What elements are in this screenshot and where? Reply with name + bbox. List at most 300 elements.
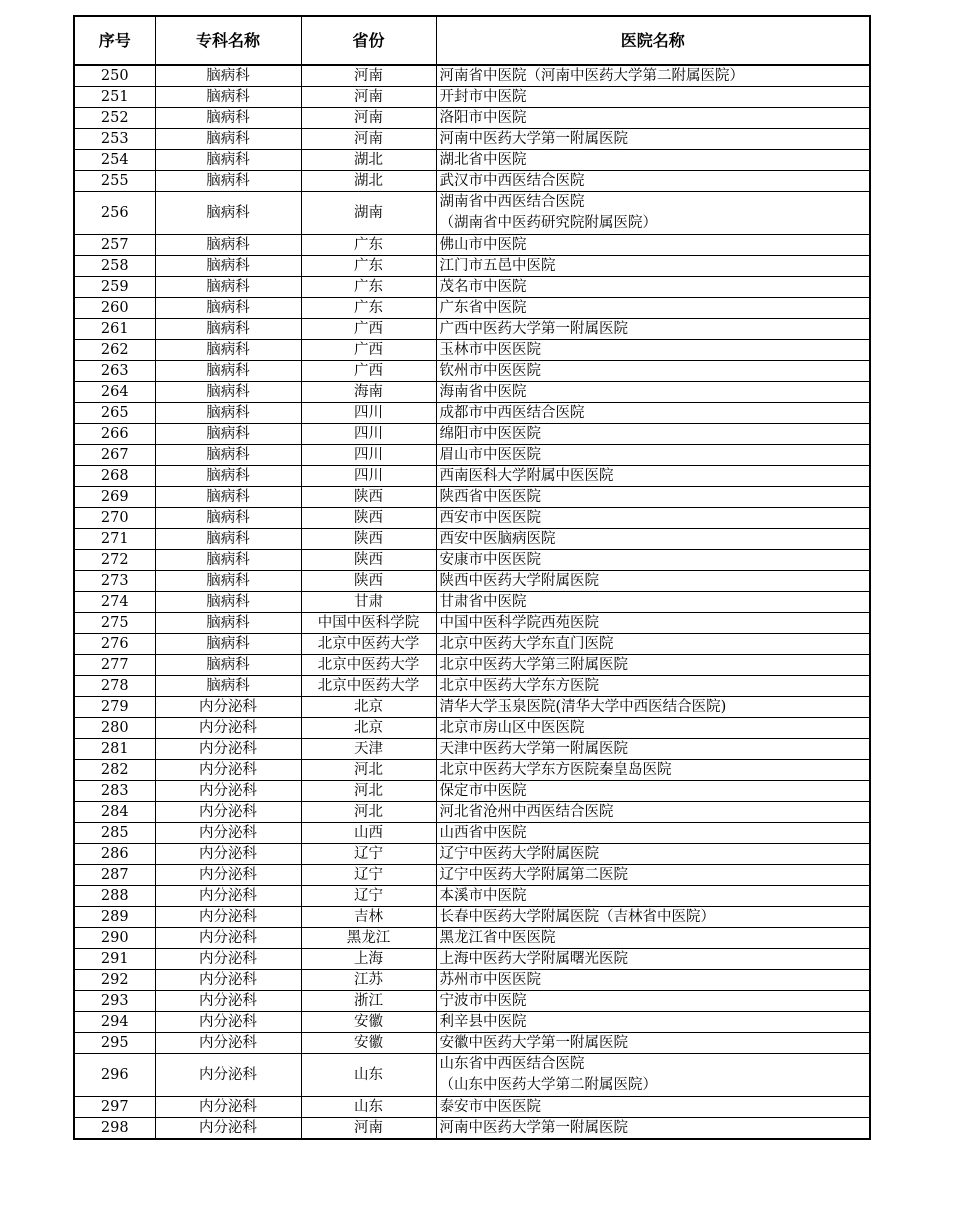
table-row <box>74 466 870 487</box>
hospital-name-line: 绵阳市中医医院 <box>439 426 541 442</box>
row-number: 255 <box>74 171 155 192</box>
row-number: 250 <box>74 65 155 87</box>
hospital-name-line: 佛山市中医院 <box>439 237 527 253</box>
table-body <box>74 65 870 1139</box>
hospital-name-line: 茂名市中医院 <box>439 279 527 295</box>
row-province: 河南 <box>301 108 436 129</box>
row-hospital <box>436 1012 870 1033</box>
hospital-name-line: （湖南省中医药研究院附属医院） <box>439 215 657 231</box>
table-row <box>74 1033 870 1054</box>
row-number: 284 <box>74 802 155 823</box>
table-row <box>74 87 870 108</box>
hospital-name-line: 西安市中医医院 <box>439 510 541 526</box>
row-hospital <box>436 277 870 298</box>
row-province: 广东 <box>301 256 436 277</box>
row-province: 湖北 <box>301 150 436 171</box>
row-specialty: 内分泌科 <box>155 823 301 844</box>
row-hospital <box>436 466 870 487</box>
row-number: 276 <box>74 634 155 655</box>
row-number: 251 <box>74 87 155 108</box>
table-row <box>74 739 870 760</box>
hospital-name-line: 河南中医药大学第一附属医院 <box>439 131 628 147</box>
hospital-name-line: （山东中医药大学第二附属医院） <box>439 1077 657 1093</box>
table-row <box>74 192 870 235</box>
hospital-name-line: 湖北省中医院 <box>439 152 527 168</box>
row-province: 山东 <box>301 1054 436 1097</box>
row-specialty: 脑病科 <box>155 445 301 466</box>
hospital-name-line: 北京中医药大学东方医院 <box>439 678 599 694</box>
row-number: 291 <box>74 949 155 970</box>
hospital-name-line: 陕西省中医医院 <box>439 489 541 505</box>
row-hospital <box>436 781 870 802</box>
row-hospital <box>436 592 870 613</box>
table-row <box>74 781 870 802</box>
row-number: 252 <box>74 108 155 129</box>
row-number: 292 <box>74 970 155 991</box>
row-hospital <box>436 382 870 403</box>
hospital-name-line: 泰安市中医医院 <box>439 1099 541 1115</box>
row-number: 259 <box>74 277 155 298</box>
row-province: 陕西 <box>301 487 436 508</box>
row-specialty: 脑病科 <box>155 424 301 445</box>
table-row <box>74 655 870 676</box>
row-hospital <box>436 802 870 823</box>
row-number: 273 <box>74 571 155 592</box>
table-row <box>74 592 870 613</box>
row-number: 258 <box>74 256 155 277</box>
row-specialty: 内分泌科 <box>155 1118 301 1140</box>
hospital-name-line: 上海中医药大学附属曙光医院 <box>439 951 628 967</box>
row-province: 广西 <box>301 340 436 361</box>
row-province: 陕西 <box>301 508 436 529</box>
row-number: 269 <box>74 487 155 508</box>
table-row <box>74 256 870 277</box>
table-row <box>74 129 870 150</box>
row-specialty: 内分泌科 <box>155 886 301 907</box>
row-specialty: 内分泌科 <box>155 991 301 1012</box>
hospital-name-line: 成都市中西医结合医院 <box>439 405 585 421</box>
row-specialty: 脑病科 <box>155 655 301 676</box>
header-row <box>74 16 870 65</box>
table-row <box>74 697 870 718</box>
row-hospital <box>436 571 870 592</box>
table-row <box>74 1097 870 1118</box>
row-province: 浙江 <box>301 991 436 1012</box>
row-province: 河南 <box>301 65 436 87</box>
row-specialty: 脑病科 <box>155 487 301 508</box>
row-province: 辽宁 <box>301 865 436 886</box>
row-specialty: 内分泌科 <box>155 697 301 718</box>
row-province: 山西 <box>301 823 436 844</box>
row-hospital <box>436 676 870 697</box>
row-number: 275 <box>74 613 155 634</box>
row-province: 湖北 <box>301 171 436 192</box>
row-hospital <box>436 928 870 949</box>
hospital-name-line: 眉山市中医医院 <box>439 447 541 463</box>
row-number: 274 <box>74 592 155 613</box>
hospital-name-line: 保定市中医院 <box>439 783 527 799</box>
row-hospital <box>436 108 870 129</box>
row-province: 广西 <box>301 361 436 382</box>
row-specialty: 内分泌科 <box>155 781 301 802</box>
row-province: 安徽 <box>301 1033 436 1054</box>
row-province: 广东 <box>301 235 436 256</box>
row-hospital <box>436 129 870 150</box>
row-number: 279 <box>74 697 155 718</box>
row-specialty: 内分泌科 <box>155 1054 301 1097</box>
row-province: 四川 <box>301 466 436 487</box>
table-row <box>74 718 870 739</box>
hospital-name-line: 中国中医科学院西苑医院 <box>439 615 599 631</box>
row-province: 北京 <box>301 718 436 739</box>
row-hospital <box>436 1118 870 1140</box>
row-hospital <box>436 823 870 844</box>
row-hospital <box>436 256 870 277</box>
hospital-name-line: 开封市中医院 <box>439 89 527 105</box>
row-province: 广西 <box>301 319 436 340</box>
row-specialty: 脑病科 <box>155 108 301 129</box>
header-province: 省份 <box>301 16 436 65</box>
row-province: 辽宁 <box>301 886 436 907</box>
row-province: 安徽 <box>301 1012 436 1033</box>
table-row <box>74 65 870 87</box>
row-province: 广东 <box>301 298 436 319</box>
row-hospital <box>436 361 870 382</box>
row-specialty: 脑病科 <box>155 171 301 192</box>
row-number: 281 <box>74 739 155 760</box>
row-specialty: 内分泌科 <box>155 970 301 991</box>
row-specialty: 内分泌科 <box>155 802 301 823</box>
row-number: 286 <box>74 844 155 865</box>
table-row <box>74 361 870 382</box>
row-hospital <box>436 865 870 886</box>
row-number: 297 <box>74 1097 155 1118</box>
table-row <box>74 171 870 192</box>
row-number: 290 <box>74 928 155 949</box>
row-specialty: 内分泌科 <box>155 949 301 970</box>
row-hospital <box>436 1033 870 1054</box>
row-hospital <box>436 844 870 865</box>
row-specialty: 内分泌科 <box>155 1012 301 1033</box>
hospital-name-line: 广西中医药大学第一附属医院 <box>439 321 628 337</box>
row-number: 254 <box>74 150 155 171</box>
table-row <box>74 277 870 298</box>
row-hospital <box>436 655 870 676</box>
row-hospital <box>436 760 870 781</box>
row-province: 河北 <box>301 781 436 802</box>
row-hospital <box>436 235 870 256</box>
row-hospital <box>436 508 870 529</box>
row-province: 天津 <box>301 739 436 760</box>
row-number: 280 <box>74 718 155 739</box>
row-province: 北京中医药大学 <box>301 655 436 676</box>
row-number: 266 <box>74 424 155 445</box>
row-specialty: 脑病科 <box>155 529 301 550</box>
row-hospital <box>436 529 870 550</box>
hospital-name-line: 宁波市中医院 <box>439 993 527 1009</box>
row-number: 295 <box>74 1033 155 1054</box>
row-hospital <box>436 192 870 235</box>
row-specialty: 脑病科 <box>155 319 301 340</box>
row-number: 294 <box>74 1012 155 1033</box>
row-hospital <box>436 949 870 970</box>
hospital-name-line: 北京中医药大学东方医院秦皇岛医院 <box>439 762 672 778</box>
hospital-name-line: 安徽中医药大学第一附属医院 <box>439 1035 628 1051</box>
hospital-name-line: 北京中医药大学第三附属医院 <box>439 657 628 673</box>
hospital-name-line: 长春中医药大学附属医院（吉林省中医院） <box>439 909 715 925</box>
row-specialty: 脑病科 <box>155 277 301 298</box>
row-province: 湖南 <box>301 192 436 235</box>
table-row <box>74 403 870 424</box>
row-specialty: 内分泌科 <box>155 1033 301 1054</box>
row-number: 257 <box>74 235 155 256</box>
table-row <box>74 150 870 171</box>
row-province: 陕西 <box>301 529 436 550</box>
table-row <box>74 508 870 529</box>
hospital-name-line: 洛阳市中医院 <box>439 110 527 126</box>
row-specialty: 脑病科 <box>155 129 301 150</box>
row-number: 298 <box>74 1118 155 1140</box>
hospital-name-line: 湖南省中西医结合医院 <box>439 194 585 210</box>
table-row <box>74 571 870 592</box>
row-specialty: 脑病科 <box>155 87 301 108</box>
row-number: 270 <box>74 508 155 529</box>
row-hospital <box>436 340 870 361</box>
row-province: 河北 <box>301 802 436 823</box>
row-specialty: 脑病科 <box>155 256 301 277</box>
row-specialty: 脑病科 <box>155 676 301 697</box>
row-hospital <box>436 991 870 1012</box>
row-specialty: 脑病科 <box>155 571 301 592</box>
row-specialty: 内分泌科 <box>155 739 301 760</box>
table-row <box>74 298 870 319</box>
row-number: 296 <box>74 1054 155 1097</box>
table-row <box>74 676 870 697</box>
row-hospital <box>436 487 870 508</box>
row-hospital <box>436 150 870 171</box>
hospital-name-line: 河南省中医院（河南中医药大学第二附属医院） <box>439 68 744 84</box>
row-hospital <box>436 403 870 424</box>
row-province: 河北 <box>301 760 436 781</box>
row-specialty: 脑病科 <box>155 340 301 361</box>
row-province: 四川 <box>301 424 436 445</box>
table-row <box>74 991 870 1012</box>
row-number: 293 <box>74 991 155 1012</box>
hospital-name-line: 山西省中医院 <box>439 825 527 841</box>
row-specialty: 脑病科 <box>155 634 301 655</box>
hospital-name-line: 本溪市中医院 <box>439 888 527 904</box>
row-specialty: 脑病科 <box>155 382 301 403</box>
row-number: 256 <box>74 192 155 235</box>
row-number: 271 <box>74 529 155 550</box>
hospital-name-line: 山东省中西医结合医院 <box>439 1056 585 1072</box>
row-number: 267 <box>74 445 155 466</box>
row-province: 北京 <box>301 697 436 718</box>
row-province: 北京中医药大学 <box>301 676 436 697</box>
table-row <box>74 634 870 655</box>
hospital-name-line: 安康市中医医院 <box>439 552 541 568</box>
table-row <box>74 613 870 634</box>
row-hospital <box>436 970 870 991</box>
row-hospital <box>436 697 870 718</box>
header-no: 序号 <box>74 16 155 65</box>
row-province: 陕西 <box>301 571 436 592</box>
row-specialty: 脑病科 <box>155 508 301 529</box>
row-hospital <box>436 424 870 445</box>
row-number: 263 <box>74 361 155 382</box>
row-specialty: 脑病科 <box>155 466 301 487</box>
table-row <box>74 319 870 340</box>
row-number: 277 <box>74 655 155 676</box>
row-number: 261 <box>74 319 155 340</box>
row-hospital <box>436 87 870 108</box>
row-number: 285 <box>74 823 155 844</box>
row-hospital <box>436 550 870 571</box>
row-province: 广东 <box>301 277 436 298</box>
row-specialty: 脑病科 <box>155 235 301 256</box>
row-specialty: 内分泌科 <box>155 865 301 886</box>
table-row <box>74 928 870 949</box>
row-province: 河南 <box>301 87 436 108</box>
row-number: 253 <box>74 129 155 150</box>
hospital-name-line: 西安中医脑病医院 <box>439 531 556 547</box>
hospital-name-line: 武汉市中西医结合医院 <box>439 173 585 189</box>
table-row <box>74 907 870 928</box>
row-number: 264 <box>74 382 155 403</box>
hospital-name-line: 西南医科大学附属中医医院 <box>439 468 614 484</box>
row-province: 山东 <box>301 1097 436 1118</box>
row-province: 四川 <box>301 445 436 466</box>
table-row <box>74 865 870 886</box>
hospital-name-line: 钦州市中医医院 <box>439 363 541 379</box>
table-row <box>74 487 870 508</box>
table-row <box>74 382 870 403</box>
row-province: 河南 <box>301 129 436 150</box>
row-hospital <box>436 1097 870 1118</box>
row-specialty: 内分泌科 <box>155 718 301 739</box>
row-number: 268 <box>74 466 155 487</box>
hospital-name-line: 江门市五邑中医院 <box>439 258 556 274</box>
row-province: 中国中医科学院 <box>301 613 436 634</box>
row-hospital <box>436 907 870 928</box>
row-number: 287 <box>74 865 155 886</box>
row-specialty: 脑病科 <box>155 298 301 319</box>
table-row <box>74 424 870 445</box>
row-province: 陕西 <box>301 550 436 571</box>
table-row <box>74 886 870 907</box>
hospital-name-line: 北京中医药大学东直门医院 <box>439 636 614 652</box>
table-row <box>74 529 870 550</box>
row-province: 辽宁 <box>301 844 436 865</box>
row-specialty: 脑病科 <box>155 65 301 87</box>
row-number: 289 <box>74 907 155 928</box>
row-specialty: 内分泌科 <box>155 844 301 865</box>
row-province: 吉林 <box>301 907 436 928</box>
row-hospital <box>436 1054 870 1097</box>
hospital-name-line: 北京市房山区中医医院 <box>439 720 585 736</box>
row-hospital <box>436 739 870 760</box>
table-row <box>74 550 870 571</box>
hospital-name-line: 广东省中医院 <box>439 300 527 316</box>
hospital-name-line: 天津中医药大学第一附属医院 <box>439 741 628 757</box>
row-number: 265 <box>74 403 155 424</box>
hospital-name-line: 甘肃省中医院 <box>439 594 527 610</box>
row-hospital <box>436 718 870 739</box>
row-number: 272 <box>74 550 155 571</box>
hospital-name-line: 清华大学玉泉医院(清华大学中西医结合医院) <box>439 699 727 715</box>
row-province: 北京中医药大学 <box>301 634 436 655</box>
row-specialty: 脑病科 <box>155 550 301 571</box>
hospital-table <box>73 15 871 1140</box>
hospital-name-line: 黑龙江省中医医院 <box>439 930 556 946</box>
row-hospital <box>436 886 870 907</box>
row-hospital <box>436 613 870 634</box>
table-row <box>74 802 870 823</box>
row-specialty: 脑病科 <box>155 150 301 171</box>
hospital-name-line: 河北省沧州中西医结合医院 <box>439 804 614 820</box>
header-specialty: 专科名称 <box>155 16 301 65</box>
hospital-name-line: 辽宁中医药大学附属医院 <box>439 846 599 862</box>
row-province: 海南 <box>301 382 436 403</box>
row-hospital <box>436 319 870 340</box>
row-hospital <box>436 65 870 87</box>
row-specialty: 脑病科 <box>155 361 301 382</box>
table-row <box>74 1118 870 1140</box>
table-row <box>74 760 870 781</box>
hospital-name-line: 辽宁中医药大学附属第二医院 <box>439 867 628 883</box>
row-province: 上海 <box>301 949 436 970</box>
table-row <box>74 1054 870 1097</box>
header-hospital: 医院名称 <box>436 16 870 65</box>
row-hospital <box>436 298 870 319</box>
table-row <box>74 445 870 466</box>
hospital-name-line: 利辛县中医院 <box>439 1014 527 1030</box>
row-specialty: 脑病科 <box>155 192 301 235</box>
table-row <box>74 1012 870 1033</box>
row-number: 278 <box>74 676 155 697</box>
row-province: 河南 <box>301 1118 436 1140</box>
table-row <box>74 844 870 865</box>
table-row <box>74 823 870 844</box>
row-number: 262 <box>74 340 155 361</box>
row-number: 283 <box>74 781 155 802</box>
table-row <box>74 949 870 970</box>
table-row <box>74 235 870 256</box>
row-hospital <box>436 634 870 655</box>
row-province: 江苏 <box>301 970 436 991</box>
row-specialty: 内分泌科 <box>155 1097 301 1118</box>
hospital-name-line: 海南省中医院 <box>439 384 527 400</box>
row-number: 288 <box>74 886 155 907</box>
hospital-name-line: 陕西中医药大学附属医院 <box>439 573 599 589</box>
row-specialty: 内分泌科 <box>155 928 301 949</box>
hospital-name-line: 河南中医药大学第一附属医院 <box>439 1120 628 1136</box>
table-row <box>74 108 870 129</box>
row-province: 黑龙江 <box>301 928 436 949</box>
table-row <box>74 340 870 361</box>
row-specialty: 脑病科 <box>155 403 301 424</box>
hospital-name-line: 玉林市中医医院 <box>439 342 541 358</box>
row-number: 282 <box>74 760 155 781</box>
row-hospital <box>436 445 870 466</box>
hospital-name-line: 苏州市中医医院 <box>439 972 541 988</box>
row-province: 甘肃 <box>301 592 436 613</box>
row-specialty: 内分泌科 <box>155 907 301 928</box>
table-row <box>74 970 870 991</box>
row-hospital <box>436 171 870 192</box>
row-specialty: 脑病科 <box>155 592 301 613</box>
row-province: 四川 <box>301 403 436 424</box>
